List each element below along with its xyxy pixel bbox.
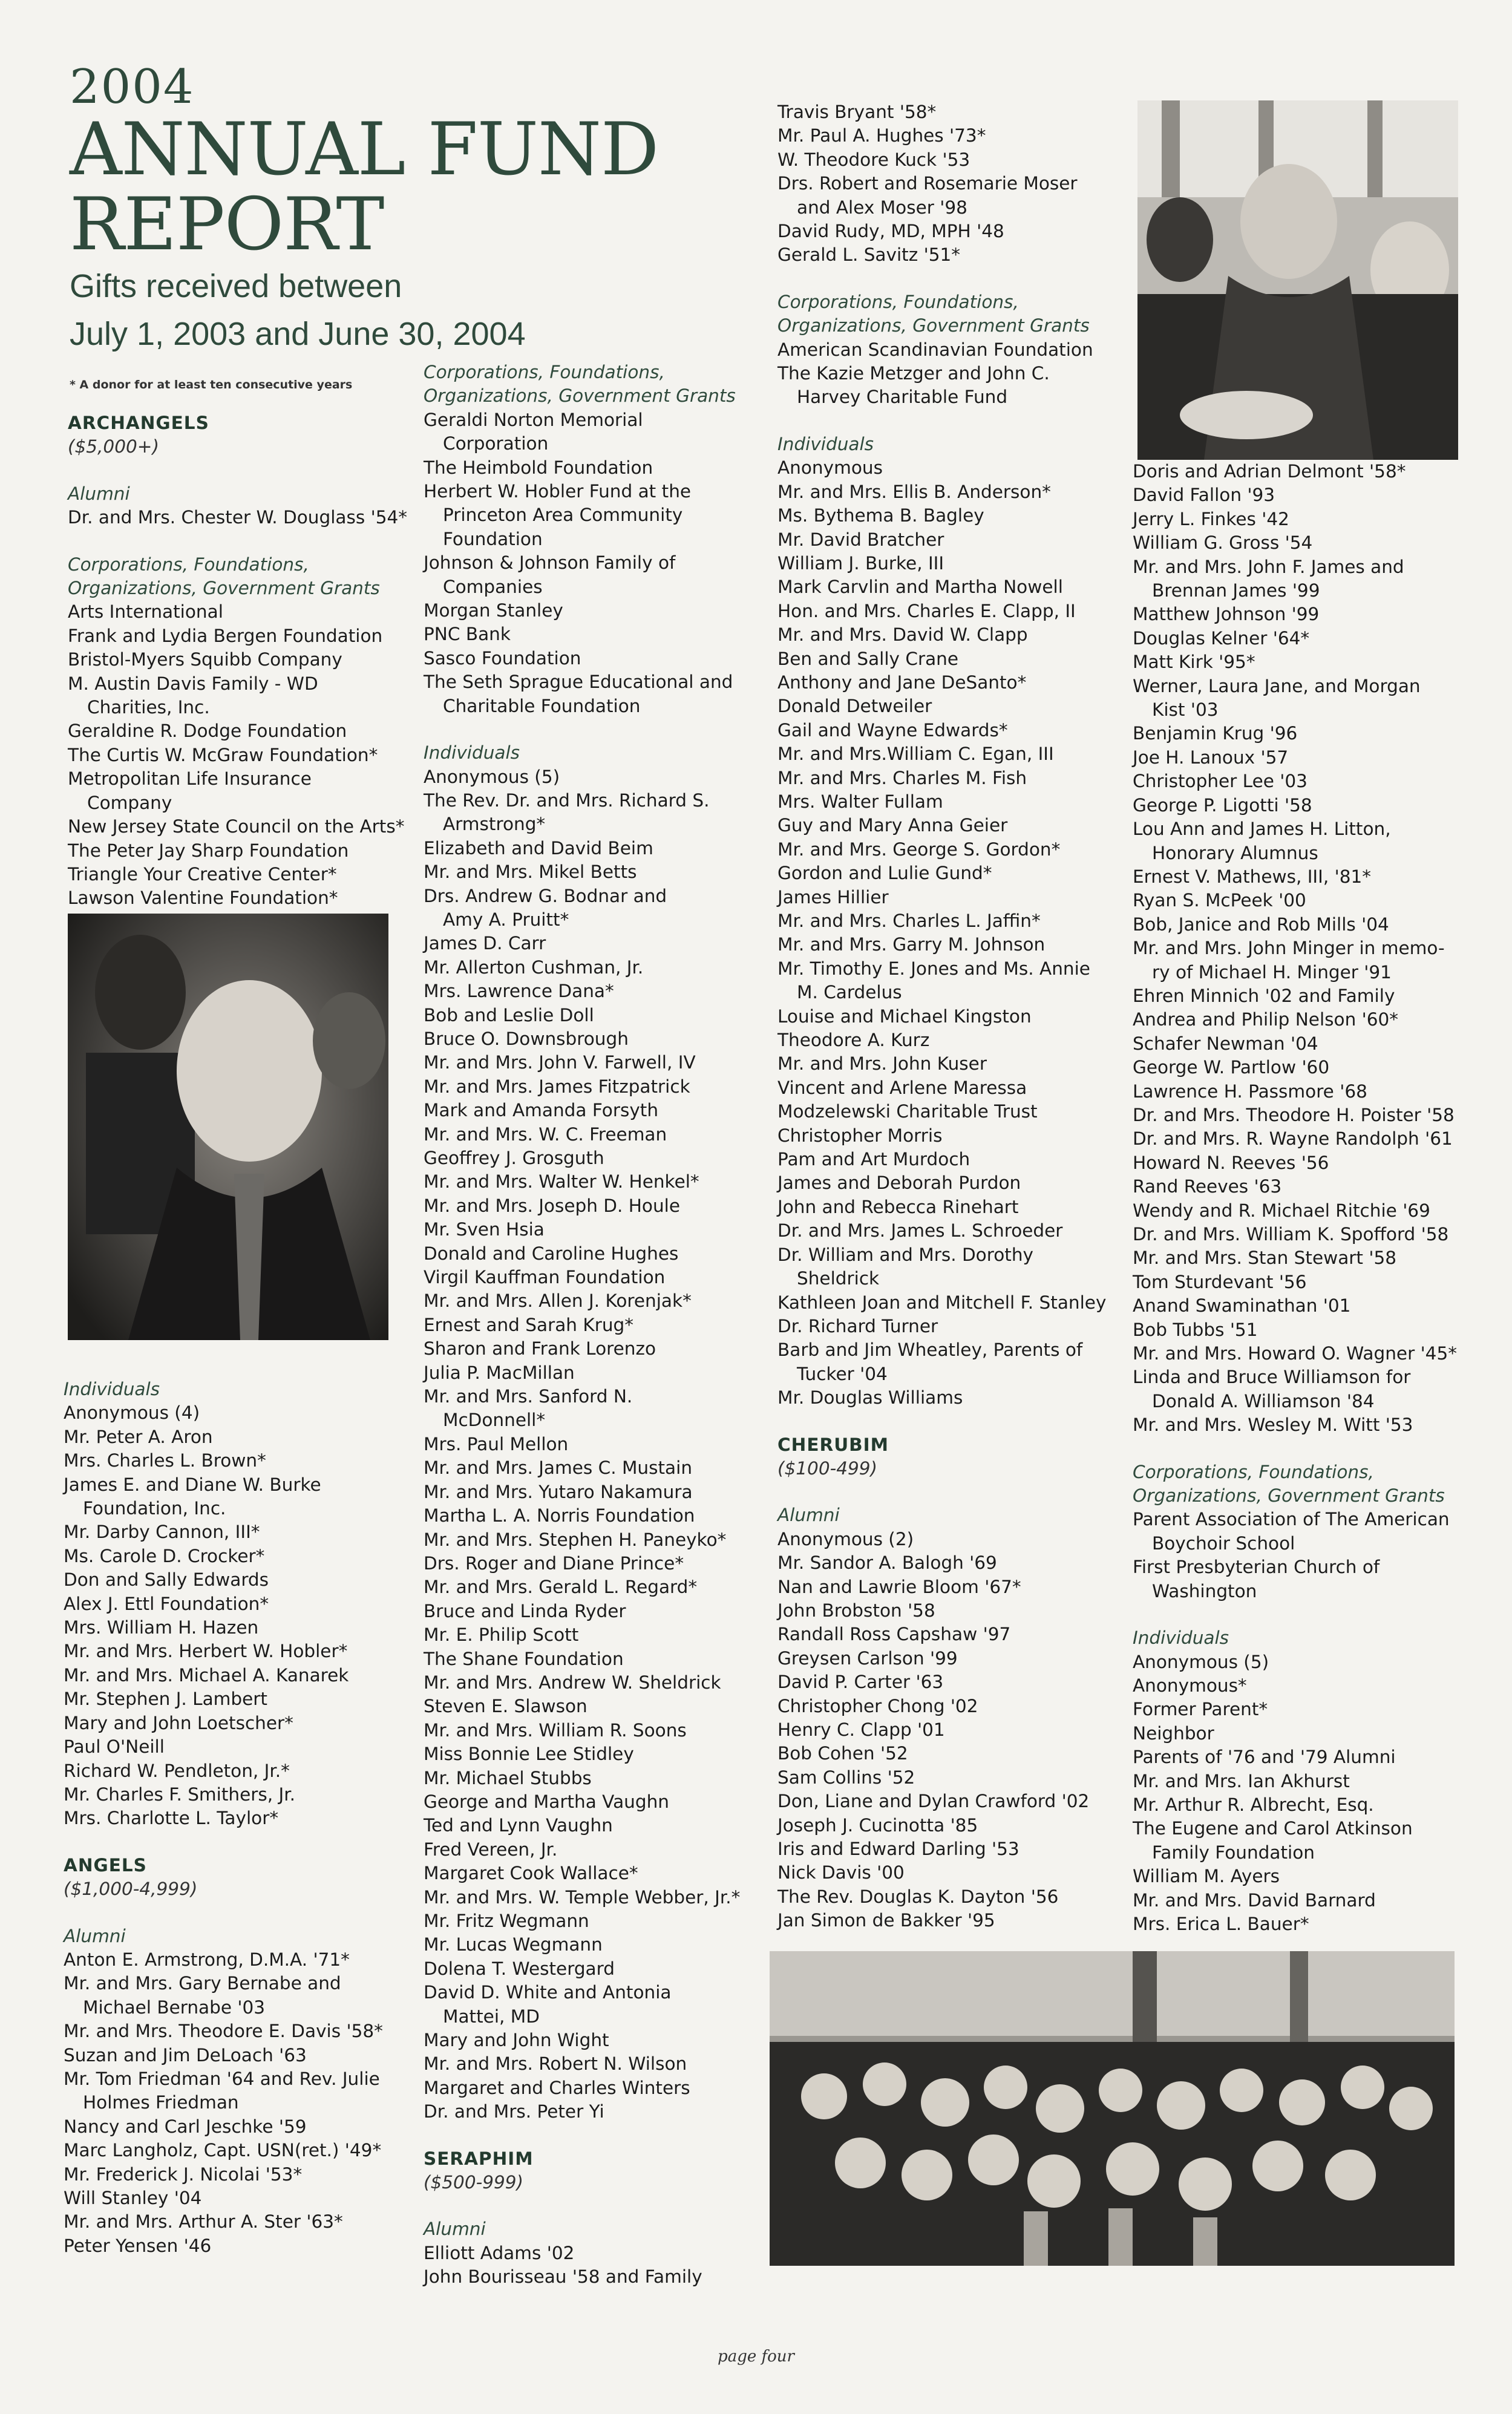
donor-name: Bruce O. Downsbrough [424, 1028, 629, 1049]
donor-name: Doris and Adrian Delmont '58* [1133, 461, 1406, 482]
donor-name-continued: Sheldrick [797, 1268, 880, 1289]
donor-name: Dr. and Mrs. Chester W. Douglass '54* [68, 507, 408, 528]
donor-name: Donald Detweiler [777, 696, 932, 717]
donor-name: Christopher Lee '03 [1133, 771, 1307, 792]
donor-name: Gail and Wayne Edwards* [777, 719, 1008, 741]
donor-name-continued: M. Cardelus [797, 982, 902, 1003]
donor-name: Ben and Sally Crane [777, 648, 959, 669]
donor-category-heading: Organizations, Government Grants [68, 578, 380, 599]
donor-name: William J. Burke, III [777, 552, 944, 574]
gift-level-heading: ARCHANGELS [68, 413, 209, 433]
donor-name-continued: Kist '03 [1152, 699, 1219, 721]
donor-name: Anonymous (5) [424, 766, 560, 787]
donor-name: Mr. and Mrs. Garry M. Johnson [777, 934, 1046, 955]
section-spacer [1133, 1603, 1471, 1626]
donor-name: Nan and Lawrie Bloom '67* [777, 1576, 1021, 1597]
donor-category-heading: Individuals [777, 433, 874, 454]
donor-name: Mr. and Mrs. Robert N. Wilson [424, 2053, 687, 2075]
donor-name-continued: Holmes Friedman [83, 2092, 239, 2113]
donor-name: Lawrence H. Passmore '68 [1133, 1081, 1367, 1102]
donor-name: John and Rebecca Rinehart [777, 1196, 1019, 1217]
donor-name-continued: and Alex Moser '98 [797, 197, 967, 218]
donor-column-3 [777, 100, 1122, 1933]
donor-name: Mrs. Charlotte L. Taylor* [64, 1808, 279, 1829]
donor-category-heading: Corporations, Foundations, [777, 291, 1019, 312]
donor-name: Matt Kirk '95* [1133, 652, 1255, 673]
donor-category-heading: Alumni [777, 1505, 840, 1526]
donor-name: Nancy and Carl Jeschke '59 [64, 2116, 307, 2137]
donor-name: Linda and Bruce Williamson for [1133, 1367, 1411, 1388]
section-spacer [1133, 1438, 1471, 1461]
donor-name: Mr. Sven Hsia [424, 1219, 545, 1240]
page-number-label: page four [718, 2347, 794, 2366]
donor-name: Will Stanley '04 [64, 2188, 202, 2208]
donor-name: Mr. and Mrs. David Barnard [1133, 1889, 1376, 1911]
donor-name: Pam and Art Murdoch [777, 1149, 970, 1170]
donor-name: Christopher Chong '02 [777, 1695, 978, 1716]
donor-name: Mr. Sandor A. Balogh '69 [777, 1552, 997, 1574]
donor-name: Benjamin Krug '96 [1133, 723, 1298, 744]
donor-name: Julia P. MacMillan [424, 1362, 575, 1383]
donor-name: The Shane Foundation [424, 1648, 624, 1669]
donor-name: Louise and Michael Kingston [777, 1006, 1032, 1027]
section-spacer [68, 530, 394, 553]
donor-name: Bruce and Linda Ryder [424, 1600, 626, 1621]
donor-name: Mr. and Mrs. David W. Clapp [777, 624, 1028, 646]
donor-name-continued: Tucker '04 [797, 1363, 888, 1384]
donor-name: William G. Gross '54 [1133, 532, 1313, 554]
donor-name: Former Parent* [1133, 1699, 1268, 1720]
donor-name: Mr. Timothy E. Jones and Ms. Annie [777, 958, 1090, 979]
donor-name-continued: Charitable Foundation [443, 695, 641, 716]
section-spacer [64, 1902, 396, 1925]
donor-name: Miss Bonnie Lee Stidley [424, 1744, 634, 1765]
donor-name: Suzan and Jim DeLoach '63 [64, 2044, 307, 2066]
donor-name: Mr. and Mrs. Andrew W. Sheldrick [424, 1672, 721, 1693]
donor-name: Ehren Minnich '02 and Family [1133, 985, 1395, 1006]
donor-name: Mr. Paul A. Hughes '73* [777, 125, 986, 146]
donor-name: The Curtis W. McGraw Foundation* [68, 744, 378, 765]
donor-name: Travis Bryant '58* [777, 102, 937, 122]
donor-name: Geraldi Norton Memorial [424, 409, 643, 430]
donor-name: Barb and Jim Wheatley, Parents of [777, 1339, 1083, 1361]
donor-name: Matthew Johnson '99 [1133, 604, 1320, 625]
donor-name: Mr. Frederick J. Nicolai '53* [64, 2164, 303, 2185]
donor-name: Mr. and Mrs. W. Temple Webber, Jr.* [424, 1886, 741, 1908]
donor-name: Sasco Foundation [424, 647, 581, 669]
donor-name: Mr. and Mrs. Stan Stewart '58 [1133, 1248, 1397, 1269]
donor-name: James D. Carr [424, 933, 546, 954]
donor-name: Morgan Stanley [424, 600, 563, 621]
donor-name: Christopher Morris [777, 1125, 943, 1146]
section-spacer [777, 410, 1122, 433]
donor-name: Paul O'Neill [64, 1736, 165, 1758]
donor-name: David Rudy, MD, MPH '48 [777, 221, 1004, 242]
donor-name: Elliott Adams '02 [424, 2242, 575, 2263]
donor-name: Geraldine R. Dodge Foundation [68, 721, 347, 742]
donor-column-1-top [68, 411, 408, 911]
donor-name: Mrs. Erica L. Bauer* [1133, 1913, 1309, 1934]
donor-name: Mrs. Walter Fullam [777, 791, 943, 812]
donor-name: Dr. and Mrs. Theodore H. Poister '58 [1133, 1104, 1455, 1125]
donor-name-continued: Corporation [443, 433, 549, 454]
donor-name: Dr. Richard Turner [777, 1315, 938, 1336]
donor-name: Mr. Fritz Wegmann [424, 1911, 589, 1931]
donor-name: Herbert W. Hobler Fund at the [424, 481, 692, 502]
donor-name: Vincent and Arlene Maressa [777, 1077, 1027, 1098]
consecutive-donor-note: * A donor for at least ten consecutive years [70, 378, 353, 391]
donor-name: Mr. and Mrs. Charles M. Fish [777, 767, 1027, 788]
donor-name: Mrs. William H. Hazen [64, 1617, 259, 1638]
donor-name: Bob, Janice and Rob Mills '04 [1133, 914, 1389, 935]
donor-name-continued: Family Foundation [1152, 1842, 1315, 1863]
donor-name: Mr. and Mrs. George S. Gordon* [777, 839, 1061, 860]
donor-name: Mr. Arthur R. Albrecht, Esq. [1133, 1794, 1374, 1815]
donor-name-continued: Amy A. Pruitt* [443, 909, 569, 930]
donor-category-heading: Alumni [64, 1925, 126, 1946]
donor-name: Mary and John Wight [424, 2030, 609, 2051]
donor-name-continued: Honorary Alumnus [1152, 842, 1318, 863]
donor-name: Anton E. Armstrong, D.M.A. '71* [64, 1949, 350, 1970]
donor-name: Lou Ann and James H. Litton, [1133, 819, 1391, 840]
donor-name: M. Austin Davis Family - WD [68, 673, 318, 694]
donor-name: Rand Reeves '63 [1133, 1176, 1282, 1197]
report-subtitle-line2: July 1, 2003 and June 30, 2004 [70, 316, 526, 353]
donor-name: Anonymous (4) [64, 1402, 200, 1424]
donor-name: Bob and Leslie Doll [424, 1004, 594, 1025]
donor-name: James Hillier [777, 886, 889, 908]
report-title-line2: REPORT [70, 182, 384, 267]
donor-name: Mr. and Mrs. Herbert W. Hobler* [64, 1641, 348, 1662]
donor-name: Mr. and Mrs. Gary Bernabe and [64, 1973, 341, 1994]
donor-name: Bob Tubbs '51 [1133, 1319, 1258, 1340]
donor-category-heading: Corporations, Foundations, [424, 362, 665, 382]
donor-name: Wendy and R. Michael Ritchie '69 [1133, 1200, 1430, 1221]
donor-name: Mr. David Bratcher [777, 529, 944, 550]
donor-category-heading: Corporations, Foundations, [1133, 1461, 1374, 1482]
donor-name: Mr. Lucas Wegmann [424, 1934, 603, 1955]
donor-name: Alex J. Ettl Foundation* [64, 1593, 269, 1614]
donor-name: Mr. Tom Friedman '64 and Rev. Julie [64, 2068, 380, 2089]
donor-name: Henry C. Clapp '01 [777, 1719, 945, 1740]
donor-name: Greysen Carlson '99 [777, 1647, 958, 1669]
donor-name: Anonymous (2) [777, 1528, 914, 1549]
donor-name: Randall Ross Capshaw '97 [777, 1624, 1011, 1645]
donor-name: Drs. Roger and Diane Prince* [424, 1552, 684, 1574]
report-subtitle-line1: Gifts received between [70, 268, 402, 305]
donor-name: Ryan S. McPeek '00 [1133, 890, 1306, 911]
gift-level-heading: CHERUBIM [777, 1434, 889, 1455]
donor-name: James and Deborah Purdon [777, 1173, 1021, 1194]
donor-name: Frank and Lydia Bergen Foundation [68, 625, 383, 646]
donor-name: Martha L. A. Norris Foundation [424, 1505, 695, 1526]
donor-column-2 [424, 361, 768, 2289]
donor-name: The Rev. Dr. and Mrs. Richard S. [424, 790, 710, 811]
donor-name: Mark and Amanda Forsyth [424, 1100, 659, 1121]
donor-category-heading: Organizations, Government Grants [777, 315, 1090, 336]
donor-name: The Kazie Metzger and John C. [777, 363, 1050, 384]
donor-name-continued: Brennan James '99 [1152, 580, 1320, 601]
donor-name: Ms. Bythema B. Bagley [777, 505, 984, 526]
donor-name: Hon. and Mrs. Charles E. Clapp, II [777, 600, 1076, 621]
photo-choir-group-outdoors [770, 1951, 1455, 2266]
donor-name: Mr. and Mrs. John Kuser [777, 1053, 987, 1075]
donor-name: Werner, Laura Jane, and Morgan [1133, 675, 1421, 696]
donor-name: Mr. Michael Stubbs [424, 1767, 592, 1788]
donor-name: Mr. and Mrs.William C. Egan, III [777, 744, 1054, 765]
gift-level-range: ($100-499) [777, 1457, 878, 1479]
photo-choir-group-seated [1137, 100, 1458, 460]
donor-name: Marc Langholz, Capt. USN(ret.) '49* [64, 2140, 382, 2161]
donor-name: Mr. Peter A. Aron [64, 1426, 213, 1447]
donor-name: Ms. Carole D. Crocker* [64, 1545, 265, 1566]
donor-category-heading: Individuals [1133, 1627, 1229, 1649]
donor-name: George P. Ligotti '58 [1133, 794, 1312, 816]
donor-name: Anonymous (5) [1133, 1651, 1269, 1672]
donor-name: Mr. and Mrs. James C. Mustain [424, 1457, 693, 1479]
donor-name: Gordon and Lulie Gund* [777, 863, 992, 884]
donor-name: Dr. and Mrs. Peter Yi [424, 2101, 604, 2122]
donor-name: Elizabeth and David Beim [424, 837, 653, 859]
donor-name-continued: Harvey Charitable Fund [797, 387, 1008, 408]
donor-category-heading: Individuals [64, 1379, 160, 1399]
donor-name: Steven E. Slawson [424, 1696, 587, 1717]
donor-name: Mr. and Mrs. Michael A. Kanarek [64, 1664, 349, 1686]
donor-name: Richard W. Pendleton, Jr.* [64, 1760, 290, 1781]
donor-name-continued: McDonnell* [443, 1410, 546, 1431]
photo-choir-boy-portrait [68, 914, 388, 1340]
donor-name: Mrs. Charles L. Brown* [64, 1450, 266, 1471]
gift-level-heading: SERAPHIM [424, 2148, 534, 2169]
donor-name: Triangle Your Creative Center* [68, 863, 337, 885]
donor-name: Mr. and Mrs. Charles L. Jaffin* [777, 911, 1041, 931]
donor-name: John Bourisseau '58 and Family [424, 2266, 702, 2288]
section-spacer [777, 267, 1122, 290]
donor-name: Anonymous* [1133, 1675, 1247, 1696]
donor-name: Mr. Douglas Williams [777, 1387, 963, 1408]
donor-name-continued: Armstrong* [443, 814, 546, 835]
donor-name: Jan Simon de Bakker '95 [777, 1910, 995, 1931]
donor-name: Anonymous [777, 457, 883, 479]
donor-name: Iris and Edward Darling '53 [777, 1839, 1019, 1860]
donor-name: Dolena T. Westergard [424, 1958, 615, 1979]
donor-name-continued: Mattei, MD [443, 2006, 540, 2027]
donor-name: Mr. and Mrs. Joseph D. Houle [424, 1195, 681, 1216]
donor-name: Mr. and Mrs. Gerald L. Regard* [424, 1577, 698, 1598]
donor-name: Schafer Newman '04 [1133, 1033, 1318, 1054]
donor-name: Jerry L. Finkes '42 [1133, 508, 1289, 529]
donor-name: Mr. and Mrs. John Minger in memo- [1133, 938, 1445, 959]
donor-name: Mr. and Mrs. Yutaro Nakamura [424, 1481, 693, 1502]
donor-name: Mr. and Mrs. Wesley M. Witt '53 [1133, 1415, 1413, 1436]
donor-name-continued: Foundation [443, 528, 543, 549]
donor-name: Anthony and Jane DeSanto* [777, 672, 1027, 693]
donor-name: Virgil Kauffman Foundation [424, 1267, 666, 1288]
donor-name: Gerald L. Savitz '51* [777, 244, 960, 266]
donor-name: The Eugene and Carol Atkinson [1133, 1818, 1413, 1839]
donor-name: Drs. Andrew G. Bodnar and [424, 885, 667, 906]
donor-category-heading: Individuals [424, 742, 520, 764]
donor-name: Mr. Charles F. Smithers, Jr. [64, 1784, 296, 1805]
donor-name: Tom Sturdevant '56 [1133, 1271, 1307, 1292]
donor-name: Mr. and Mrs. John V. Farwell, IV [424, 1052, 696, 1073]
donor-name: The Heimbold Foundation [424, 457, 653, 478]
donor-category-heading: Corporations, Foundations, [68, 554, 309, 575]
section-spacer [424, 2194, 768, 2217]
donor-name: Mr. and Mrs. Walter W. Henkel* [424, 1171, 699, 1192]
donor-name: Donald and Caroline Hughes [424, 1243, 679, 1264]
donor-name: American Scandinavian Foundation [777, 339, 1093, 360]
donor-name: PNC Bank [424, 624, 511, 645]
donor-name: Parents of '76 and '79 Alumni [1133, 1747, 1396, 1768]
donor-name: Nick Davis '00 [777, 1862, 905, 1883]
donor-name: Ernest V. Mathews, III, '81* [1133, 866, 1371, 887]
donor-name-continued: Charities, Inc. [87, 697, 210, 718]
donor-name: Metropolitan Life Insurance [68, 768, 312, 790]
donor-name: Mr. and Mrs. W. C. Freeman [424, 1124, 667, 1145]
donor-column-1-bottom [64, 1378, 396, 2258]
donor-name: Mr. Stephen J. Lambert [64, 1689, 267, 1710]
donor-name: Mr. Allerton Cushman, Jr. [424, 957, 644, 978]
donor-name: Mr. E. Philip Scott [424, 1624, 579, 1646]
donor-name: Mr. and Mrs. Sanford N. [424, 1386, 633, 1407]
donor-name: Don, Liane and Dylan Crawford '02 [777, 1791, 1090, 1812]
donor-name-continued: Boychoir School [1152, 1532, 1295, 1554]
donor-category-heading: Alumni [68, 483, 130, 504]
donor-name: George and Martha Vaughn [424, 1791, 669, 1812]
donor-name: The Rev. Douglas K. Dayton '56 [777, 1886, 1059, 1907]
donor-name: Mr. and Mrs. James Fitzpatrick [424, 1076, 690, 1097]
section-spacer [68, 459, 394, 482]
donor-name: Ernest and Sarah Krug* [424, 1314, 634, 1335]
donor-name: Mr. and Mrs. John F. James and [1133, 556, 1404, 577]
donor-name: Drs. Robert and Rosemarie Moser [777, 173, 1078, 194]
gift-level-range: ($5,000+) [68, 436, 159, 457]
donor-name: The Seth Sprague Educational and [424, 672, 733, 693]
donor-name: Mr. and Mrs. Arthur A. Ster '63* [64, 2211, 343, 2232]
donor-category-heading: Organizations, Government Grants [1133, 1485, 1445, 1506]
donor-name: Joe H. Lanoux '57 [1133, 747, 1289, 768]
donor-name: George W. Partlow '60 [1133, 1057, 1330, 1078]
donor-name: Joseph J. Cucinotta '85 [777, 1814, 978, 1836]
donor-name: James E. and Diane W. Burke [64, 1474, 321, 1495]
donor-column-4 [1133, 460, 1471, 1936]
section-spacer [777, 1480, 1122, 1503]
donor-name: Bob Cohen '52 [777, 1743, 908, 1764]
donor-name: Mark Carvlin and Martha Nowell [777, 577, 1063, 598]
donor-name: W. Theodore Kuck '53 [777, 149, 970, 170]
donor-name: Mr. and Mrs. Theodore E. Davis '58* [64, 2021, 383, 2042]
donor-name: William M. Ayers [1133, 1866, 1280, 1887]
section-spacer [424, 2124, 768, 2147]
donor-name: Peter Yensen '46 [64, 2235, 212, 2256]
donor-name: The Peter Jay Sharp Foundation [68, 840, 349, 861]
donor-name-continued: Donald A. Williamson '84 [1152, 1390, 1375, 1411]
report-year: 2004 [70, 60, 195, 114]
donor-name: Margaret Cook Wallace* [424, 1863, 638, 1884]
section-spacer [777, 1410, 1122, 1433]
donor-name-continued: Michael Bernabe '03 [83, 1997, 266, 2018]
donor-name-continued: Foundation, Inc. [83, 1498, 226, 1519]
donor-name: Parent Association of The American [1133, 1509, 1450, 1530]
donor-name: Dr. and Mrs. James L. Schroeder [777, 1220, 1063, 1241]
donor-name: Mr. and Mrs. Howard O. Wagner '45* [1133, 1343, 1457, 1364]
donor-name: Kathleen Joan and Mitchell F. Stanley [777, 1292, 1107, 1313]
donor-name: First Presbyterian Church of [1133, 1557, 1380, 1578]
donor-name: David P. Carter '63 [777, 1672, 944, 1693]
gift-level-range: ($1,000-4,999) [64, 1879, 198, 1900]
donor-name: David D. White and Antonia [424, 1982, 672, 2003]
donor-name: Guy and Mary Anna Geier [777, 815, 1008, 836]
donor-name: Mr. and Mrs. Ian Akhurst [1133, 1770, 1350, 1791]
donor-name: Dr. William and Mrs. Dorothy [777, 1244, 1033, 1265]
gift-level-range: ($500-999) [424, 2172, 524, 2193]
donor-name: Mrs. Paul Mellon [424, 1433, 569, 1454]
donor-name: Mr. and Mrs. Stephen H. Paneyko* [424, 1529, 727, 1550]
donor-name: Mr. and Mrs. Ellis B. Anderson* [777, 481, 1051, 502]
donor-name: Geoffrey J. Grosguth [424, 1148, 604, 1168]
donor-name-continued: ry of Michael H. Minger '91 [1152, 961, 1392, 983]
donor-name: Dr. and Mrs. William K. Spofford '58 [1133, 1224, 1449, 1245]
donor-name: Sam Collins '52 [777, 1767, 915, 1788]
donor-name-continued: Princeton Area Community [443, 505, 683, 526]
section-spacer [424, 718, 768, 741]
donor-name: Arts International [68, 601, 223, 623]
donor-name: David Fallon '93 [1133, 485, 1275, 506]
donor-name: Ted and Lynn Vaughn [424, 1815, 613, 1836]
donor-name: Mrs. Lawrence Dana* [424, 981, 614, 1002]
donor-name: Johnson & Johnson Family of [424, 552, 676, 574]
donor-name: Fred Vereen, Jr. [424, 1839, 558, 1860]
donor-name: Douglas Kelner '64* [1133, 627, 1310, 649]
donor-name-continued: Washington [1152, 1580, 1257, 1601]
donor-name: Mr. Darby Cannon, III* [64, 1522, 260, 1543]
donor-name: Mr. and Mrs. Allen J. Korenjak* [424, 1290, 692, 1312]
donor-name: John Brobston '58 [777, 1600, 935, 1621]
donor-name: Mr. and Mrs. William R. Soons [424, 1719, 687, 1741]
donor-name: Theodore A. Kurz [777, 1030, 930, 1051]
donor-name: New Jersey State Council on the Arts* [68, 816, 405, 837]
donor-name: Neighbor [1133, 1722, 1214, 1744]
donor-name-continued: Companies [443, 576, 543, 597]
donor-name: Margaret and Charles Winters [424, 2077, 690, 2098]
donor-name: Modzelewski Charitable Trust [777, 1101, 1038, 1122]
donor-name: Howard N. Reeves '56 [1133, 1152, 1329, 1173]
donor-name: Anand Swaminathan '01 [1133, 1295, 1351, 1317]
gift-level-heading: ANGELS [64, 1854, 147, 1876]
donor-name: Don and Sally Edwards [64, 1569, 269, 1591]
donor-name: Bristol-Myers Squibb Company [68, 649, 342, 670]
donor-name: Sharon and Frank Lorenzo [424, 1338, 656, 1359]
donor-category-heading: Alumni [424, 2219, 486, 2240]
donor-name: Mary and John Loetscher* [64, 1712, 293, 1733]
donor-name: Mr. and Mrs. Mikel Betts [424, 862, 637, 883]
donor-name: Dr. and Mrs. R. Wayne Randolph '61 [1133, 1128, 1453, 1150]
donor-name-continued: Company [87, 792, 172, 813]
report-title-line1: ANNUAL FUND [70, 108, 659, 192]
donor-category-heading: Organizations, Government Grants [424, 385, 736, 407]
donor-name: Lawson Valentine Foundation* [68, 888, 338, 909]
section-spacer [64, 1831, 396, 1854]
donor-name: Andrea and Philip Nelson '60* [1133, 1009, 1399, 1030]
